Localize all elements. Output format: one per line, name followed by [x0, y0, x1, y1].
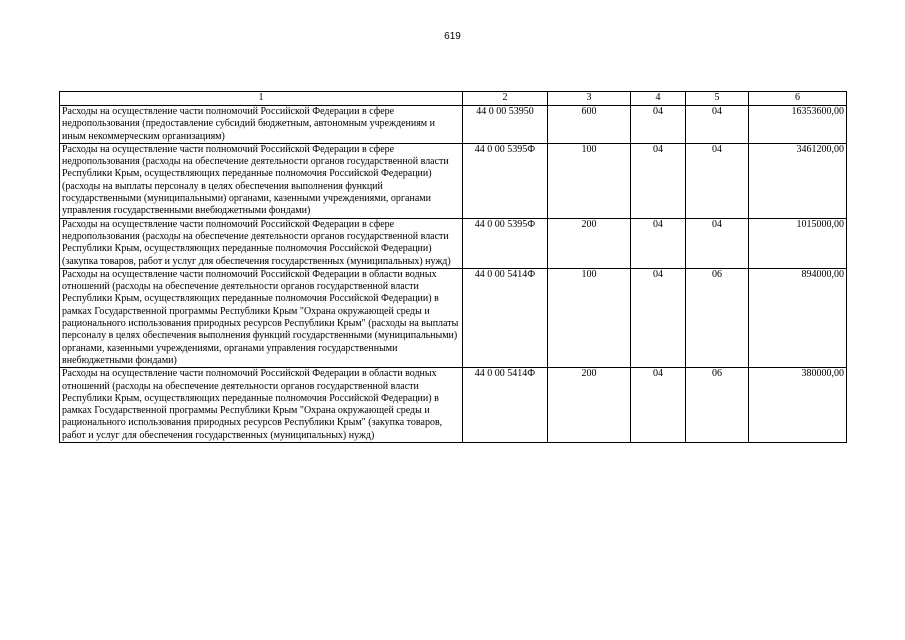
amount-cell: 16353600,00: [749, 106, 847, 144]
table-body: [60, 106, 847, 443]
description-cell: Расходы на осуществление части полномочий Российской Федерации в сфере недропользования (расходы на обеспечение деятельности органов государственной власти Республики Крым, осуществляющих переданные полномочия Российской Федерации) (расходы на выплаты персоналу в целях обеспечения выполнения функций государственными (муниципальными) органами, казенными учреждениями, органами управления государственными внебюджетными фондами): [60, 143, 463, 218]
subsection-cell: 04: [686, 106, 749, 144]
column-header: 2: [463, 92, 548, 106]
code-cell: 44 0 00 5395Ф: [463, 143, 548, 218]
description-cell: Расходы на осуществление части полномочий Российской Федерации в области водных отношений (расходы на обеспечение деятельности органов государственной власти Республики Крым, осуществляющих переданные полномочия Российской Федерации) в рамках Государственной программы Республики Крым "Охрана окружающей среды и рационального использования природных ресурсов Республики Крым" (закупка товаров, работ и услуг для обеспечения государственных (муниципальных) нужд): [60, 368, 463, 443]
table-row: [60, 268, 847, 367]
subsection-cell: 04: [686, 218, 749, 268]
code-cell: 44 0 00 5395Ф: [463, 218, 548, 268]
code-cell: 44 0 00 53950: [463, 106, 548, 144]
section-cell: 04: [631, 268, 686, 367]
subsection-cell: 04: [686, 143, 749, 218]
column-header: 3: [548, 92, 631, 106]
subsection-cell: 06: [686, 368, 749, 443]
section-cell: 04: [631, 143, 686, 218]
column-header: 5: [686, 92, 749, 106]
column-header: 6: [749, 92, 847, 106]
budget-table: [59, 91, 847, 443]
code-cell: 44 0 00 5414Ф: [463, 268, 548, 367]
description-cell: Расходы на осуществление части полномочий Российской Федерации в области водных отношений (расходы на обеспечение деятельности органов государственной власти Республики Крым, осуществляющих переданные полномочия Российской Федерации) в рамках Государственной программы Республики Крым "Охрана окружающей среды и рационального использования природных ресурсов Республики Крым" (расходы на выплаты персоналу в целях обеспечения выполнения функций государственными (муниципальными) органами, казенными учреждениями, органами управления государственными внебюджетными фондами): [60, 268, 463, 367]
expense-type-cell: 100: [548, 268, 631, 367]
expense-type-cell: 200: [548, 218, 631, 268]
expense-type-cell: 200: [548, 368, 631, 443]
description-cell: Расходы на осуществление части полномочий Российской Федерации в сфере недропользования (расходы на обеспечение деятельности органов государственной власти Республики Крым, осуществляющих переданные полномочия Российской Федерации) (закупка товаров, работ и услуг для обеспечения государственных (муниципальных) нужд): [60, 218, 463, 268]
amount-cell: 3461200,00: [749, 143, 847, 218]
expense-type-cell: 600: [548, 106, 631, 144]
table-header: [60, 92, 847, 106]
table-row: [60, 218, 847, 268]
page-number: 619: [444, 31, 461, 42]
table-row: [60, 106, 847, 144]
section-cell: 04: [631, 218, 686, 268]
amount-cell: 1015000,00: [749, 218, 847, 268]
header-row: [60, 92, 847, 106]
table-row: [60, 143, 847, 218]
amount-cell: 380000,00: [749, 368, 847, 443]
expense-type-cell: 100: [548, 143, 631, 218]
section-cell: 04: [631, 368, 686, 443]
code-cell: 44 0 00 5414Ф: [463, 368, 548, 443]
column-header: 4: [631, 92, 686, 106]
section-cell: 04: [631, 106, 686, 144]
description-cell: Расходы на осуществление части полномочий Российской Федерации в сфере недропользования (предоставление субсидий бюджетным, автономным учреждениям и иным некоммерческим организациям): [60, 106, 463, 144]
amount-cell: 894000,00: [749, 268, 847, 367]
table-row: [60, 368, 847, 443]
subsection-cell: 06: [686, 268, 749, 367]
column-header: 1: [60, 92, 463, 106]
